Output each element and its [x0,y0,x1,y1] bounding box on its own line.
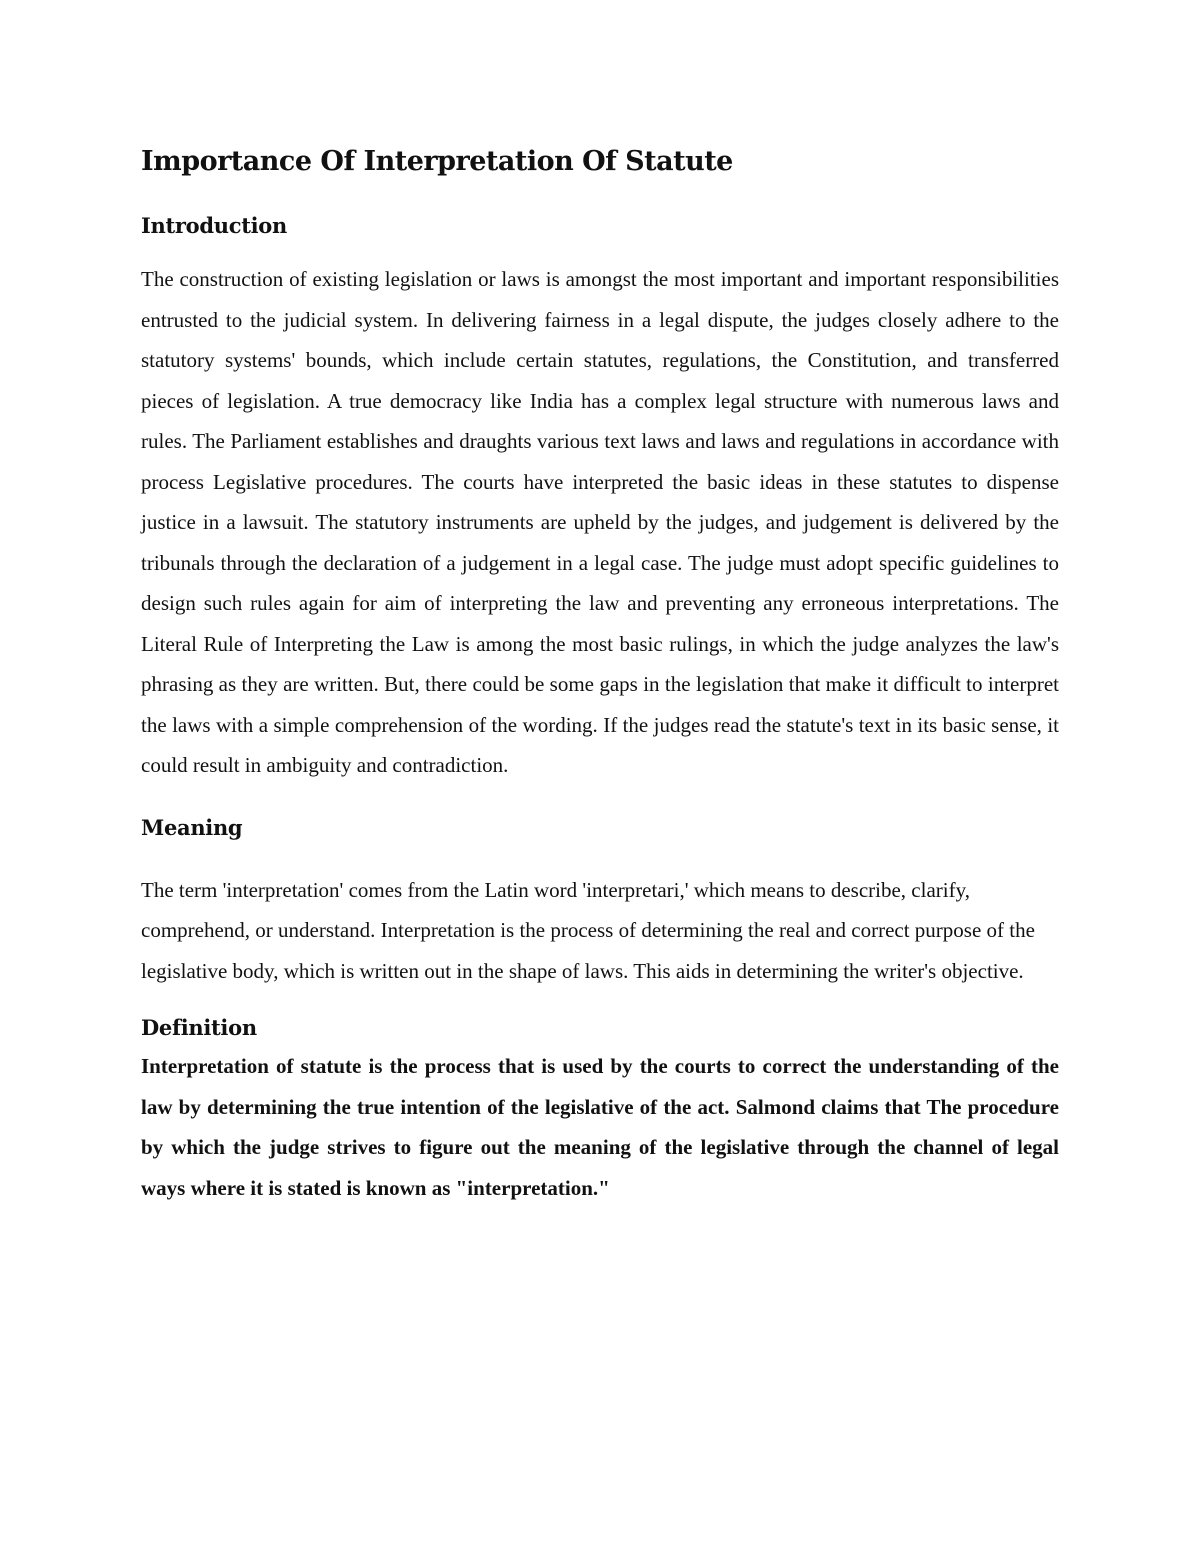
definition-sentence: Interpretation of statute is the process that is used by the courts to correct the understanding of the law by determining the true intention of the legislative of the act. [141,1054,1059,1119]
definition-paragraph [141,1046,1059,1208]
meaning-paragraph: The term 'interpretation' comes from the Latin word 'interpretari,' which means to describe, clarify, comprehend, or understand. Interpretation is the process of determining the real and correct purpose of the legislative body, which is written out in the shape of laws. This aids in determining the writer's objective. [141,877,1035,983]
document-page [141,138,1059,1208]
meaning-heading: Meaning [141,814,243,840]
introduction-paragraph: The construction of existing legislation or laws is amongst the most important and important responsibilities entrusted to the judicial system. In delivering fairness in a legal dispute, the judges closely adhere to the statutory systems' bounds, which include certain statutes, regulations, the Constitution, and transferred pieces of legislation. A true democracy like India has a complex legal structure with numerous laws and rules. The Parliament establishes and draughts various text laws and laws and regulations in accordance with process Legislative procedures. The courts have interpreted the basic ideas in these statutes to dispense justice in a lawsuit. The statutory instruments are upheld by the judges, and judgement is delivered by the tribunals through the declaration of a judgement in a legal case. The judge must adopt specific guidelines to design such rules again for aim of interpreting the law and preventing any erroneous interpretations. The Literal Rule of Interpreting the Law is among the most basic rulings, in which the judge analyzes the law's phrasing as they are written. But, there could be some gaps in the legislation that make it difficult to interpret the laws with a simple comprehension of the wording. If the judges read the statute's text in its basic sense, it could result in ambiguity and contradiction. [141,267,1059,777]
salmond-definition-sentence: Salmond claims that The procedure by which the judge strives to figure out the meaning of the legislative through the channel of legal ways where it is stated is known as "interpretation." [141,1094,1059,1200]
document-title: Importance Of Interpretation Of Statute [141,146,733,177]
introduction-heading: Introduction [141,213,287,238]
definition-heading: Definition [141,1015,257,1040]
